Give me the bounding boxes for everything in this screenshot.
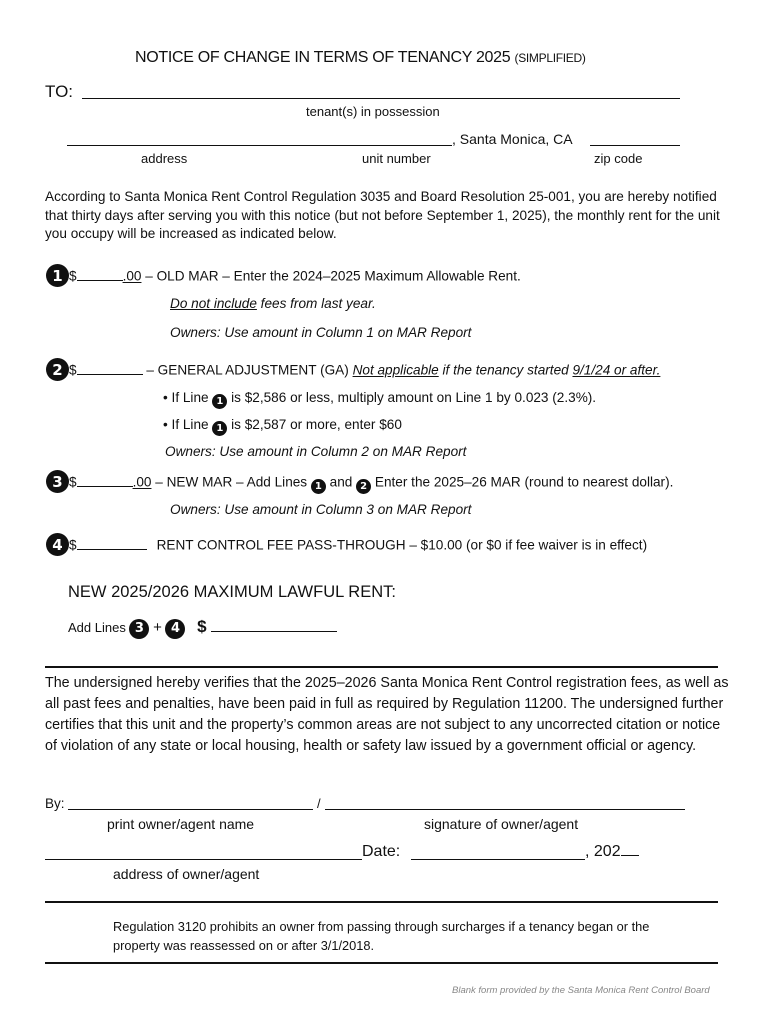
year-field[interactable] [621, 843, 639, 856]
owner-address-caption: address of owner/agent [113, 866, 260, 882]
footer-credit: Blank form provided by the Santa Monica Rent Control Board [452, 985, 710, 996]
old-mar-note: Do not include fees from last year. [170, 296, 376, 311]
fee-label: RENT CONTROL FEE PASS-THROUGH – $10.00 (or $0 if fee waiver is in effect) [156, 537, 648, 553]
year-label: , 202 [585, 843, 639, 861]
max-rent-add-lines: Add Lines 3 + 4 $ [68, 617, 337, 639]
owner-name-caption: print owner/agent name [107, 816, 255, 832]
dollar-sign: $ [69, 474, 77, 490]
divider [45, 901, 718, 903]
number-three-icon: 3 [129, 619, 149, 639]
divider [45, 962, 718, 964]
dollar-sign: $ [69, 268, 77, 284]
ga-label: – GENERAL ADJUSTMENT (GA) [142, 362, 353, 378]
tenant-name-field[interactable] [82, 84, 680, 99]
title-subtitle: (SIMPLIFIED) [514, 51, 586, 65]
cents-label: .00 [132, 474, 152, 490]
number-two-icon: 2 [46, 358, 69, 381]
unit-caption: unit number [362, 151, 431, 166]
number-one-icon: 1 [311, 479, 326, 494]
slash: / [317, 796, 321, 811]
max-rent-heading: NEW 2025/2026 MAXIMUM LAWFUL RENT: [68, 583, 396, 601]
to-label: TO: [45, 82, 74, 101]
old-mar-label: – OLD MAR – Enter the 2024–2025 Maximum Allowable Rent. [141, 268, 521, 284]
by-label: By: [45, 796, 65, 811]
ga-bullet-two: • If Line 1 is $2,587 or more, enter $60 [163, 417, 402, 434]
cents-label: .00 [122, 268, 142, 284]
dollar-sign: $ [69, 537, 77, 553]
intro-paragraph: According to Santa Monica Rent Control Regulation 3035 and Board Resolution 25-001, you are hereby notified that thirty days after serving you with this notice (but not before September 1, 2025), the monthly rent for the unit you occupy will be increased as indicated below. [45, 189, 720, 241]
divider [45, 666, 718, 668]
certification-paragraph: The undersigned hereby verifies that the 2025–2026 Santa Monica Rent Control registration fees, as well as all past fees and penalties, have been paid in full as required by Regulation 11200. The undersigned further certifies that this unit and the property’s common areas are not subject to any uncorrected citation or notice of violation of any state or local housing, health or safety law issued by a government official or agency. [45, 675, 729, 754]
number-one-icon: 1 [46, 264, 69, 287]
address-field[interactable] [67, 131, 452, 146]
tenant-caption: tenant(s) in possession [306, 104, 440, 119]
new-mar-field[interactable] [77, 472, 133, 487]
fee-field[interactable] [77, 535, 147, 550]
ga-owners-note: Owners: Use amount in Column 2 on MAR Report [165, 444, 467, 459]
new-mar-owners-note: Owners: Use amount in Column 3 on MAR Report [170, 502, 472, 517]
item-fee-pass-through [46, 533, 647, 556]
item-new-mar: 3 $ .00 – NEW MAR – Add Lines 1 and 2 Enter the 2025–26 MAR (round to nearest dollar). [46, 470, 673, 494]
ga-bullet-one: • If Line 1 is $2,586 or less, multiply amount on Line 1 by 0.023 (2.3%). [163, 390, 597, 407]
date-label: Date: [362, 843, 401, 860]
number-one-icon: 1 [212, 421, 227, 436]
city-state: , Santa Monica, CA [452, 131, 573, 147]
dollar-sign: $ [69, 362, 77, 378]
number-four-icon: 4 [46, 533, 69, 556]
number-one-icon: 1 [212, 394, 227, 409]
title-main: NOTICE OF CHANGE IN TERMS OF TENANCY 2025 [135, 49, 511, 66]
zip-caption: zip code [594, 151, 643, 166]
owner-name-field[interactable] [68, 795, 313, 810]
old-mar-owners-note: Owners: Use amount in Column 1 on MAR Report [170, 325, 472, 340]
number-three-icon: 3 [46, 470, 69, 493]
signature-caption: signature of owner/agent [424, 816, 579, 832]
regulation-note: Regulation 3120 prohibits an owner from passing through surcharges if a tenancy began or the property was reassessed on or after 3/1/2018. [113, 919, 650, 953]
old-mar-field[interactable] [77, 266, 123, 281]
max-rent-field[interactable] [211, 617, 337, 632]
zip-field[interactable] [590, 131, 680, 146]
ga-field[interactable] [77, 360, 143, 375]
owner-address-field[interactable] [45, 845, 362, 860]
address-caption: address [141, 151, 188, 166]
item-general-adjustment: 2 $ – GENERAL ADJUSTMENT (GA) Not applicable if the tenancy started 9/1/24 or after. [46, 358, 660, 381]
date-field[interactable] [411, 845, 585, 860]
page-title [135, 49, 586, 67]
number-four-icon: 4 [165, 619, 185, 639]
item-old-mar [46, 264, 521, 287]
signature-field[interactable] [325, 795, 685, 810]
number-two-icon: 2 [356, 479, 371, 494]
